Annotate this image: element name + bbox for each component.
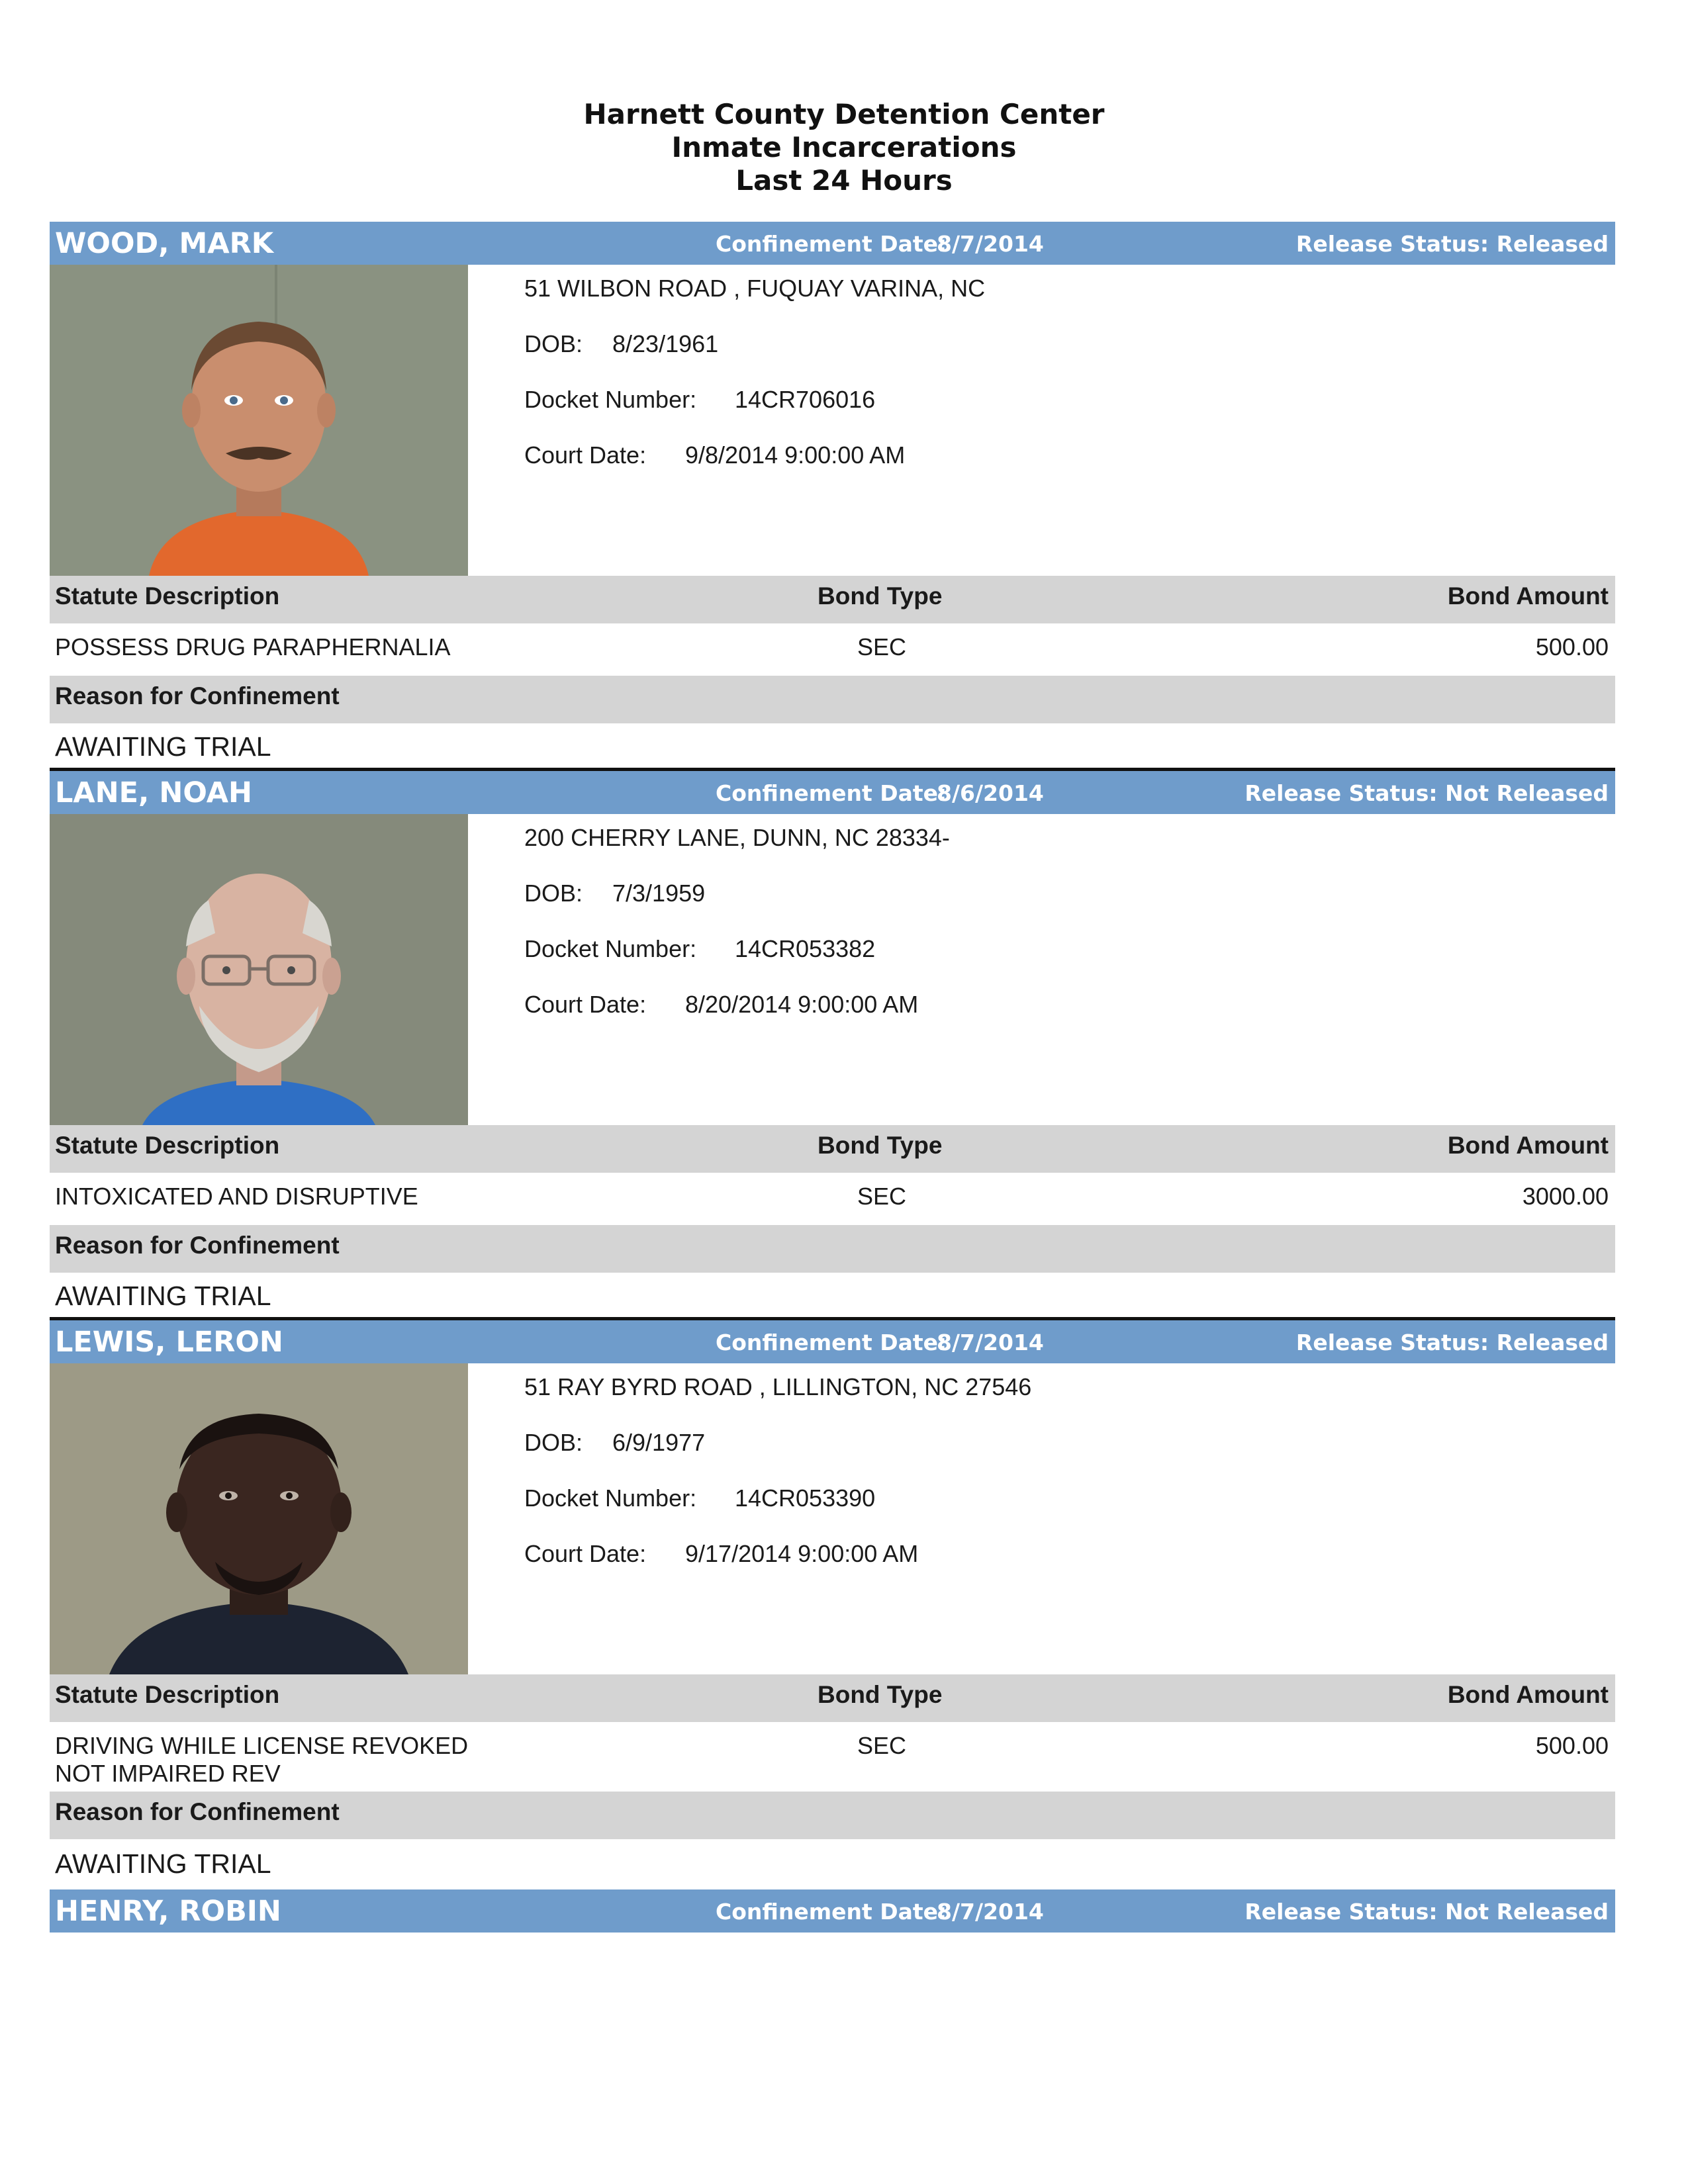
bond-type-value: SEC — [857, 1183, 907, 1210]
release-status: Release Status: Not Released — [1244, 780, 1609, 806]
charge-header-row — [50, 1674, 1615, 1722]
confinement-date-label: Confinement Date: — [716, 1899, 947, 1925]
statute-description-header: Statute Description — [55, 1681, 280, 1708]
docket-number-value: 14CR053390 — [735, 1484, 876, 1512]
bond-type-header: Bond Type — [818, 1681, 943, 1708]
docket-number-label: Docket Number: — [524, 935, 697, 962]
statute-description-value: DRIVING WHILE LICENSE REVOKED — [55, 1732, 469, 1759]
inmate-address: 51 RAY BYRD ROAD , LILLINGTON, NC 27546 — [524, 1373, 1032, 1400]
reason-value: AWAITING TRIAL — [55, 731, 271, 762]
bond-amount-header: Bond Amount — [1447, 1132, 1609, 1159]
bond-amount-value: 500.00 — [1535, 633, 1609, 660]
reason-header-row — [50, 676, 1615, 723]
charge-header-row — [50, 576, 1615, 623]
mugshot-photo — [50, 265, 468, 576]
statute-description-value: POSSESS DRUG PARAPHERNALIA — [55, 633, 451, 660]
report-title — [0, 98, 1688, 197]
mugshot-image — [50, 1363, 468, 1674]
inmate-record — [50, 1889, 1615, 1933]
statute-description-header: Statute Description — [55, 1132, 280, 1159]
reason-for-confinement-header: Reason for Confinement — [55, 682, 340, 709]
confinement-date-label: Confinement Date: — [716, 780, 947, 806]
inmate-header-bar — [50, 771, 1615, 814]
confinement-date-label: Confinement Date: — [716, 231, 947, 257]
dob-value: 6/9/1977 — [612, 1429, 706, 1456]
statute-description-value: INTOXICATED AND DISRUPTIVE — [55, 1183, 418, 1210]
report-title-line-1: Harnett County Detention Center — [583, 98, 1105, 130]
reason-value: AWAITING TRIAL — [55, 1281, 271, 1311]
docket-number-value: 14CR706016 — [735, 386, 876, 413]
inmate-address: 200 CHERRY LANE, DUNN, NC 28334- — [524, 824, 950, 851]
bond-amount-header: Bond Amount — [1447, 582, 1609, 610]
inmate-record — [50, 1320, 1615, 1889]
bond-type-value: SEC — [857, 633, 907, 660]
confinement-date-value: 8/7/2014 — [937, 231, 1044, 257]
docket-number-label: Docket Number: — [524, 386, 697, 413]
release-status: Release Status: Released — [1295, 231, 1609, 257]
court-date-label: Court Date: — [524, 1540, 647, 1567]
dob-label: DOB: — [524, 880, 583, 907]
court-date-label: Court Date: — [524, 441, 647, 469]
reason-header-row — [50, 1792, 1615, 1839]
inmate-record — [50, 771, 1615, 1320]
release-status: Release Status: Not Released — [1244, 1899, 1609, 1925]
report-title-line-2: Inmate Incarcerations — [671, 131, 1017, 163]
release-status: Release Status: Released — [1295, 1330, 1609, 1355]
reason-header-row — [50, 1225, 1615, 1273]
confinement-date-value: 8/6/2014 — [937, 780, 1044, 806]
mugshot-image — [50, 265, 468, 576]
inmate-header-bar — [50, 222, 1615, 265]
docket-number-label: Docket Number: — [524, 1484, 697, 1512]
statute-description-header: Statute Description — [55, 582, 280, 610]
court-date-value: 8/20/2014 9:00:00 AM — [685, 991, 919, 1018]
dob-label: DOB: — [524, 1429, 583, 1456]
inmate-record — [50, 222, 1615, 771]
inmate-header-bar — [50, 1889, 1615, 1933]
reason-for-confinement-header: Reason for Confinement — [55, 1232, 340, 1259]
mugshot-image — [50, 814, 468, 1125]
confinement-date-label: Confinement Date: — [716, 1330, 947, 1355]
inmate-name: LANE, NOAH — [55, 776, 252, 809]
confinement-date-value: 8/7/2014 — [937, 1899, 1044, 1925]
dob-label: DOB: — [524, 330, 583, 357]
bond-type-value: SEC — [857, 1732, 907, 1759]
dob-value: 7/3/1959 — [612, 880, 706, 907]
dob-value: 8/23/1961 — [612, 330, 719, 357]
court-date-label: Court Date: — [524, 991, 647, 1018]
inmate-name: WOOD, MARK — [55, 227, 274, 260]
reason-for-confinement-header: Reason for Confinement — [55, 1798, 340, 1825]
inmate-header-bar — [50, 1320, 1615, 1363]
mugshot-photo — [50, 1363, 468, 1674]
inmate-address: 51 WILBON ROAD , FUQUAY VARINA, NC — [524, 275, 986, 302]
bond-amount-value: 500.00 — [1535, 1732, 1609, 1759]
report-title-line-3: Last 24 Hours — [735, 164, 953, 197]
bond-amount-header: Bond Amount — [1447, 1681, 1609, 1708]
court-date-value: 9/8/2014 9:00:00 AM — [685, 441, 906, 469]
reason-value: AWAITING TRIAL — [55, 1848, 271, 1879]
bond-type-header: Bond Type — [818, 582, 943, 610]
bond-type-header: Bond Type — [818, 1132, 943, 1159]
mugshot-photo — [50, 814, 468, 1125]
bond-amount-value: 3000.00 — [1522, 1183, 1609, 1210]
charge-header-row — [50, 1125, 1615, 1173]
confinement-date-value: 8/7/2014 — [937, 1330, 1044, 1355]
court-date-value: 9/17/2014 9:00:00 AM — [685, 1540, 919, 1567]
statute-description-value-line-2: NOT IMPAIRED REV — [55, 1760, 281, 1787]
docket-number-value: 14CR053382 — [735, 935, 876, 962]
inmate-name: HENRY, ROBIN — [55, 1895, 281, 1928]
inmate-name: LEWIS, LERON — [55, 1326, 283, 1359]
